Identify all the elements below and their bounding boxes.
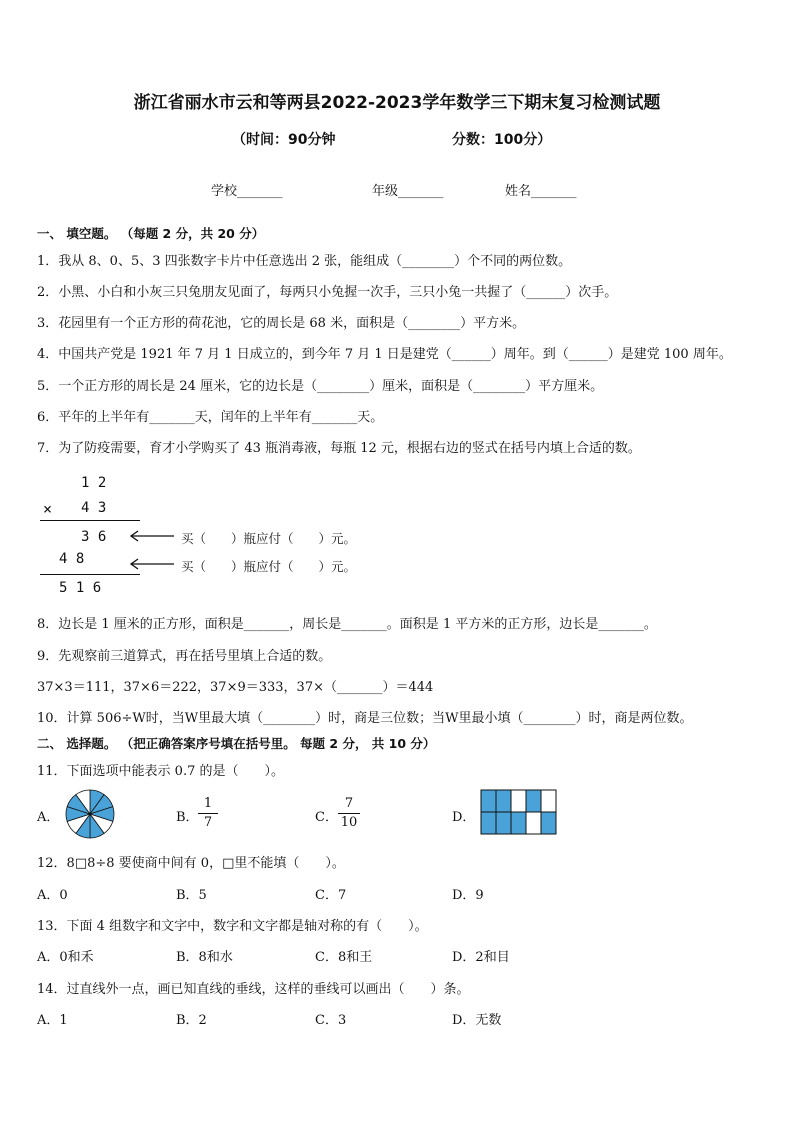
grid-cell: [496, 812, 511, 834]
option-13-a: A．0和禾: [37, 950, 94, 965]
fraction-denominator: 10: [340, 815, 358, 830]
grid-cell: [496, 790, 511, 812]
question-1: 1．我从 8、0、5、3 四张数字卡片中任意选出 2 张，能组成（________）个不同的两位数。: [37, 254, 572, 269]
fraction-numerator: 1: [203, 796, 213, 811]
vm-line-1: [40, 520, 140, 521]
option-14-a: A．1: [37, 1013, 68, 1028]
exam-time: （时间：90分钟: [232, 132, 336, 148]
question-9: 9．先观察前三道算式，再在括号里填上合适的数。: [37, 649, 332, 664]
question-2: 2．小黑、小白和小灰三只兔朋友见面了，每两只小兔握一次手，三只小兔一共握了（______）次手。: [37, 285, 618, 300]
question-4: 4．中国共产党是 1921 年 7 月 1 日成立的，到今年 7 月 1 日是建党（______）周年。到（______）是建党 100 周年。: [37, 347, 732, 362]
question-5: 5．一个正方形的周长是 24 厘米，它的边长是（________）厘米，面积是（________）平方厘米。: [37, 379, 604, 394]
option-11-b-label: B．: [176, 810, 199, 825]
option-11-d-label: D．: [452, 810, 476, 825]
question-9-equations: 37×3＝111，37×6＝222，37×9＝333，37×（_______）＝444: [37, 680, 434, 695]
question-14: 14．过直线外一点，画已知直线的垂线，这样的垂线可以画出（ ）条。: [37, 982, 470, 997]
vm-line-2: [40, 574, 140, 575]
question-3: 3．花园里有一个正方形的荷花池，它的周长是 68 米，面积是（________）平方米。: [37, 316, 526, 331]
section-fill-heading: 一、 填空题。 （每题 2 分，共 20 分）: [37, 226, 265, 241]
page-title: 浙江省丽水市云和等两县2022-2023学年数学三下期末复习检测试题: [133, 93, 661, 113]
option-12-a: A．0: [37, 888, 68, 903]
grid-cell: [481, 812, 496, 834]
option-14-d: D．无数: [452, 1013, 502, 1028]
grade-field: 年级_______: [372, 184, 444, 199]
option-14-b: B．2: [176, 1013, 207, 1028]
question-13: 13．下面 4 组数字和文字中，数字和文字都是轴对称的有（ ）。: [37, 919, 428, 934]
fraction-7-10: [338, 796, 360, 831]
option-11-c-label: C．: [315, 810, 338, 825]
grid-cell: [511, 790, 526, 812]
vm-note-1: 买（ ）瓶应付（ ）元。: [181, 531, 357, 546]
arrow-left-icon: [128, 530, 176, 542]
grid-cell: [481, 790, 496, 812]
grid-cell: [526, 812, 541, 834]
option-12-b: B．5: [176, 888, 207, 903]
vm-multiplier: 4 3: [81, 500, 107, 516]
grid-cell: [541, 812, 556, 834]
option-14-c: C．3: [315, 1013, 347, 1028]
school-field: 学校_______: [211, 184, 283, 199]
grid-figure: [480, 789, 558, 837]
option-13-b: B．8和水: [176, 950, 233, 965]
pie-figure: [64, 788, 116, 840]
option-12-c: C．7: [315, 888, 347, 903]
question-6: 6．平年的上半年有_______天，闰年的上半年有_______天。: [37, 410, 384, 425]
exam-score: 分数：100分）: [452, 132, 552, 148]
vm-partial-1: 3 6: [81, 529, 107, 545]
option-13-d: D．2和目: [452, 950, 510, 965]
question-12: 12．8□8÷8 要使商中间有 0，□里不能填（ ）。: [37, 856, 345, 871]
option-12-d: D．9: [452, 888, 484, 903]
section-choice-heading: 二、 选择题。 （把正确答案序号填在括号里。 每题 2 分， 共 10 分）: [37, 736, 436, 751]
name-field: 姓名_______: [505, 184, 577, 199]
fraction-bar: [338, 813, 360, 814]
vm-times-sign: ×: [43, 500, 53, 518]
fraction-numerator: 7: [344, 796, 354, 811]
question-8: 8．边长是 1 厘米的正方形，面积是_______，周长是_______。面积是 1 平方米的正方形，边长是_______。: [37, 617, 657, 632]
question-11: 11．下面选项中能表示 0.7 的是（ ）。: [37, 764, 284, 779]
vm-multiplicand: 1 2: [81, 475, 107, 491]
vm-note-2: 买（ ）瓶应付（ ）元。: [181, 559, 357, 574]
question-7: 7．为了防疫需要，育才小学购买了 43 瓶消毒液，每瓶 12 元，根据右边的竖式在括号内填上合适的数。: [37, 441, 641, 456]
grid-cell: [511, 812, 526, 834]
grid-cell: [526, 790, 541, 812]
fraction-bar: [198, 813, 218, 814]
option-13-c: C．8和王: [315, 950, 373, 965]
vm-partial-2: 4 8: [59, 551, 85, 567]
grid-cell: [541, 790, 556, 812]
option-11-a-label: A．: [37, 810, 60, 825]
arrow-left-icon: [128, 558, 176, 570]
vm-product: 5 1 6: [59, 580, 102, 596]
fraction-1-7: [198, 796, 218, 831]
question-10: 10．计算 506÷W时，当W里最大填（________）时，商是三位数；当W里最小填（________）时，商是两位数。: [37, 711, 693, 726]
fraction-denominator: 7: [203, 815, 213, 830]
